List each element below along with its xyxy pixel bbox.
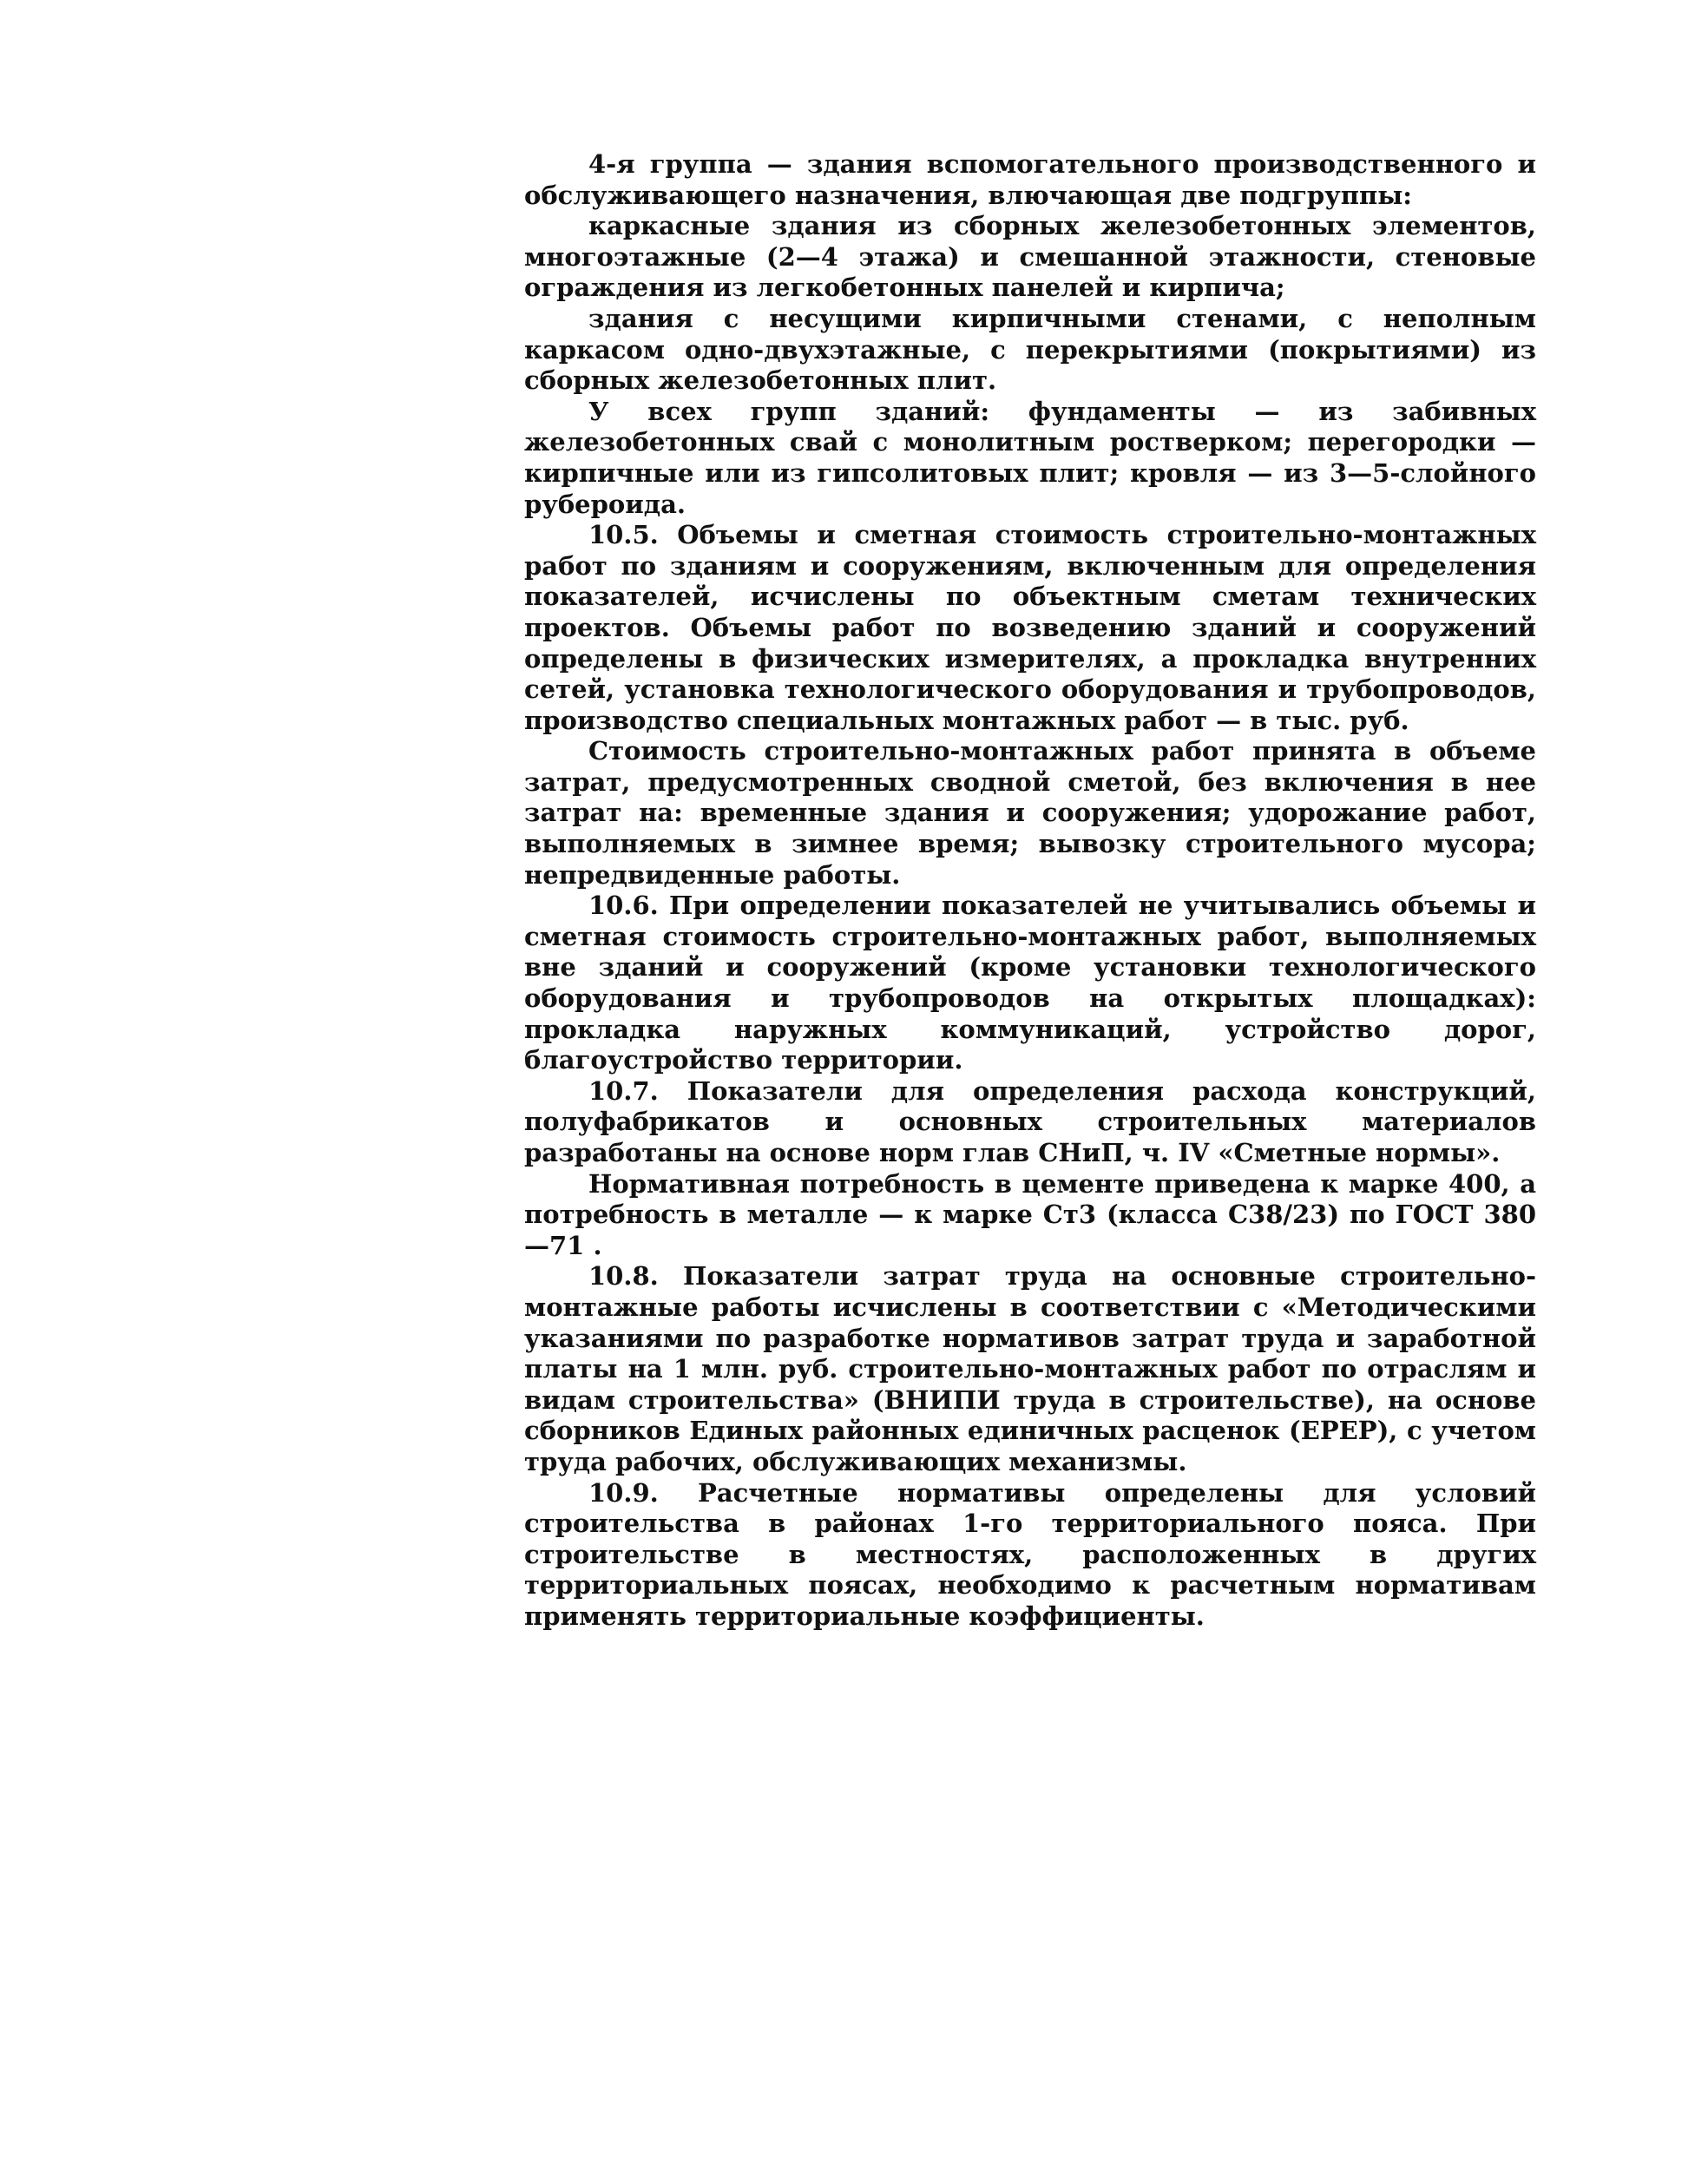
paragraph-all-groups: У всех групп зданий: фундаменты — из забивных железобетонных свай с монолитным ростверком; перегородки — кирпичные или из гипсолитовых плит; кровля — из 3—5-слойного рубероида. [524, 396, 1536, 519]
paragraph-10-9: 10.9. Расчетные нормативы определены для условий строительства в районах 1-го территориального пояса. При строительстве в местностях, расположенных в других территориальных поясах, необходимо к расчетным нормативам применять территориальные коэффициенты. [524, 1477, 1536, 1631]
document-text [524, 149, 1536, 1633]
paragraph-group-4: 4-я группа — здания вспомогательного производственного и обслуживающего назначения, влючающая две подгруппы: [524, 149, 1536, 210]
paragraph-10-5: 10.5. Объемы и сметная стоимость строительно-монтажных работ по зданиям и сооружениям, включенным для определения показателей, исчислены по объектным сметам технических проектов. Объемы работ по возведению зданий и сооружений определены в физических измерителях, а прокладка внутренних сетей, установка технологического оборудования и трубопроводов, производство специальных монтажных работ — в тыс. руб. [524, 520, 1536, 735]
paragraph-frame-buildings: каркасные здания из сборных железобетонных элементов, многоэтажные (2—4 этажа) и смешанной этажности, стеновые ограждения из легкобетонных панелей и кирпича; [524, 211, 1536, 303]
paragraph-cost: Стоимость строительно-монтажных работ принята в объеме затрат, предусмотренных сводной сметой, без включения в нее затрат на: временные здания и сооружения; удорожание работ, выполняемых в зимнее время; вывозку строительного мусора; непредвиденные работы. [524, 736, 1536, 890]
paragraph-10-8: 10.8. Показатели затрат труда на основные строительно-монтажные работы исчислены в соответствии с «Методическими указаниями по разработке нормативов затрат труда и заработной платы на 1 млн. руб. строительно-монтажных работ по отраслям и видам строительства» (ВНИПИ труда в строительстве), на основе сборников Единых районных единичных расценок (ЕРЕР), с учетом труда рабочих, обслуживающих механизмы. [524, 1261, 1536, 1476]
paragraph-10-7: 10.7. Показатели для определения расхода конструкций, полуфабрикатов и основных строительных материалов разработаны на основе норм глав СНиП, ч. IV «Сметные нормы». [524, 1075, 1536, 1167]
paragraph-10-6: 10.6. При определении показателей не учитывались объемы и сметная стоимость строительно-монтажных работ, выполняемых вне зданий и сооружений (кроме установки технологического оборудования и трубопроводов на открытых площадках): прокладка наружных коммуникаций, устройство дорог, благоустройство территории. [524, 891, 1536, 1075]
paragraph-brick-buildings: здания с несущими кирпичными стенами, с неполным каркасом одно-двухэтажные, с перекрытиями (покрытиями) из сборных железобетонных плит. [524, 303, 1536, 396]
paragraph-normative-need: Нормативная потребность в цементе приведена к марке 400, а потребность в металле — к марке Ст3 (класса С38/23) по ГОСТ 380—71 . [524, 1168, 1536, 1260]
